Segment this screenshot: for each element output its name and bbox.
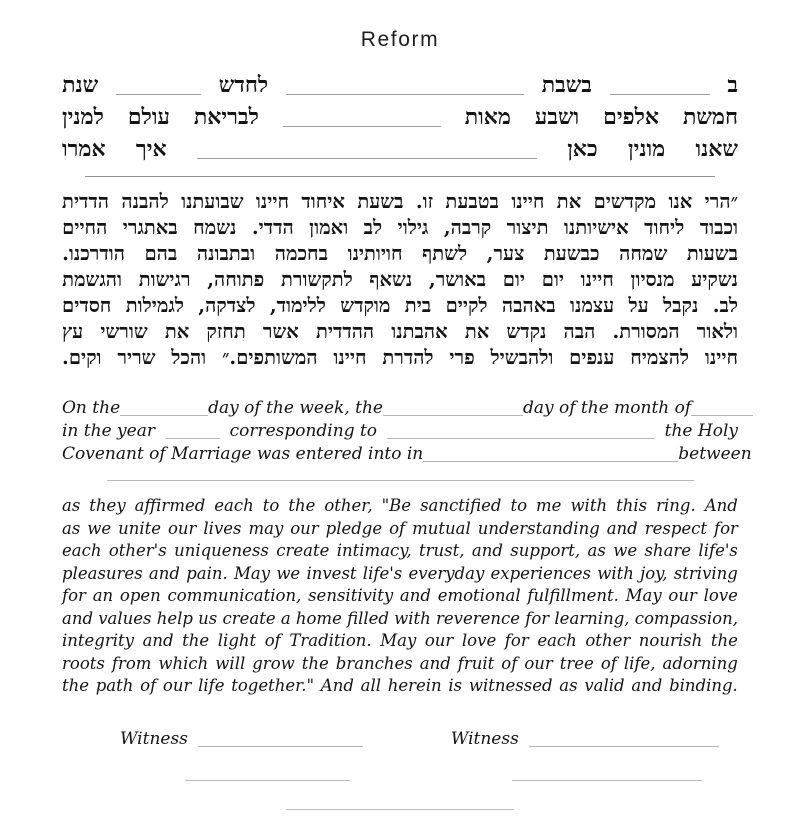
text-segment: ב (727, 72, 738, 98)
blank-fill-line (286, 82, 524, 95)
paragraph-line: ולאור המסורת. הבה נקדש את אהבתנו ההדדית אשר תחזק את שורשי עץ (62, 320, 738, 343)
paragraph-line: נשקיע מנסיון חיינו יום יום באושר, נשאף לתקשורת פתוחה, רגישות והגשמת (62, 268, 738, 291)
center-signature-line (286, 797, 514, 810)
text-segment: between (678, 444, 752, 464)
text-segment: day of the month of (522, 398, 692, 418)
text-segment: שנת (62, 72, 99, 98)
paragraph-line: ״הרי אנו מקדשים את חיינו בטבעת זו. בשעת איחוד חיינו שבועתנו להבנה הדדית (62, 190, 738, 213)
paragraph-line: roots from which will grow the branches and fruit of our tree of life, adorning (62, 653, 738, 673)
witness-label-right: Witness (450, 728, 519, 749)
text-segment: חמשת (682, 104, 738, 130)
paragraph-line: חיינו להצמיח ענפים ולהבשיל פרי להדרת חיינו המשותפים.״ והכל שריר וקים. (62, 346, 738, 369)
text-segment: למנין (62, 104, 104, 130)
blank-fill-line (283, 114, 441, 127)
english-date-section (62, 398, 752, 467)
paragraph-line: בשעות שמחה כבשעת צער, לשתף חויותינו בחכמה ובתבונה בהם הודרכנו. (62, 242, 738, 265)
text-segment: On the (62, 398, 121, 418)
paragraph-line: integrity and the light of Tradition. May our love for each other nourish the (62, 631, 738, 650)
text-segment: כאן (567, 136, 598, 162)
text-segment: עולם (127, 104, 170, 130)
section-divider (85, 176, 715, 177)
english-date-line-2 (62, 421, 738, 444)
text-segment: אלפים (603, 104, 659, 130)
blank-fill-line (116, 82, 201, 95)
text-segment: מאות (464, 104, 511, 130)
text-segment: in the year (62, 421, 155, 441)
officiant-line-row (62, 794, 738, 807)
text-segment: לבריאת (193, 104, 259, 130)
blank-fill-line (423, 449, 678, 462)
names-blank-line (107, 480, 694, 481)
hebrew-date-line-2 (62, 104, 738, 136)
blank-fill-line (120, 403, 208, 416)
witness-second-line-row (62, 765, 738, 778)
paragraph-line: as they affirmed each to the other, "Be sanctified to me with this ring. And (62, 496, 738, 515)
witness-second-line-right (512, 768, 702, 781)
text-segment: corresponding to (229, 421, 378, 441)
blank-fill-line (165, 426, 220, 439)
paragraph-line: each other's uniqueness create intimacy, trust, and support, as we share life's (62, 541, 738, 560)
paragraph-line: pleasures and pain. May we invest life's everyday experiences with joy, striving (62, 563, 738, 583)
witness-section (62, 729, 738, 807)
text-segment: בשבת (541, 72, 592, 98)
text-segment: שאנו (695, 136, 738, 162)
paragraph-line: the path of our life together." And all herein is witnessed as valid and binding. (62, 676, 738, 695)
ketubah-document (0, 28, 800, 807)
witness-signature-row (62, 729, 738, 749)
text-segment: איך (135, 136, 167, 162)
hebrew-date-line-1 (62, 72, 738, 104)
hebrew-vows-paragraph (62, 190, 738, 372)
english-vows-paragraph (62, 496, 738, 699)
witness-second-line-left (185, 768, 350, 781)
witness-signature-line-left (198, 734, 363, 747)
text-segment: day of the week, the (208, 398, 383, 418)
paragraph-line: for an open communication, sensitivity and emotional fulfillment. May our love (62, 586, 738, 605)
blank-fill-line (387, 426, 655, 439)
text-segment: לחדש (218, 72, 269, 98)
text-segment: ושבע (534, 104, 580, 130)
paragraph-line: as we unite our lives may our pledge of mutual understanding and respect for (62, 518, 738, 538)
paragraph-line: and values help us create a home filled with reverence for learning, compassion, (62, 608, 738, 628)
english-date-line-1 (62, 398, 738, 421)
hebrew-date-section (62, 72, 738, 168)
english-date-line-3 (62, 444, 752, 467)
paragraph-line: לב. נקבל על עצמנו באהבה לקיים בית מוקדש ללימוד, לצדקה, לגמילות חסדים (62, 294, 738, 317)
text-segment: מונין (628, 136, 666, 162)
paragraph-line: וכבוד ליחוד אישיותנו תיצור קרבה, גילוי לב ואמון הדדי. נשמח באתגרי החיים (62, 216, 738, 239)
text-segment: אמרו (62, 136, 106, 162)
blank-fill-line (383, 403, 523, 416)
text-segment: the Holy (664, 421, 738, 441)
blank-fill-line (610, 82, 710, 95)
blank-fill-line (691, 403, 753, 416)
text-segment: Covenant of Marriage was entered into in (62, 444, 424, 464)
document-title: Reform (360, 28, 440, 51)
witness-label-left: Witness (120, 728, 188, 749)
witness-signature-line-right (529, 734, 719, 747)
hebrew-date-line-3 (62, 136, 738, 168)
blank-fill-line (197, 146, 537, 159)
